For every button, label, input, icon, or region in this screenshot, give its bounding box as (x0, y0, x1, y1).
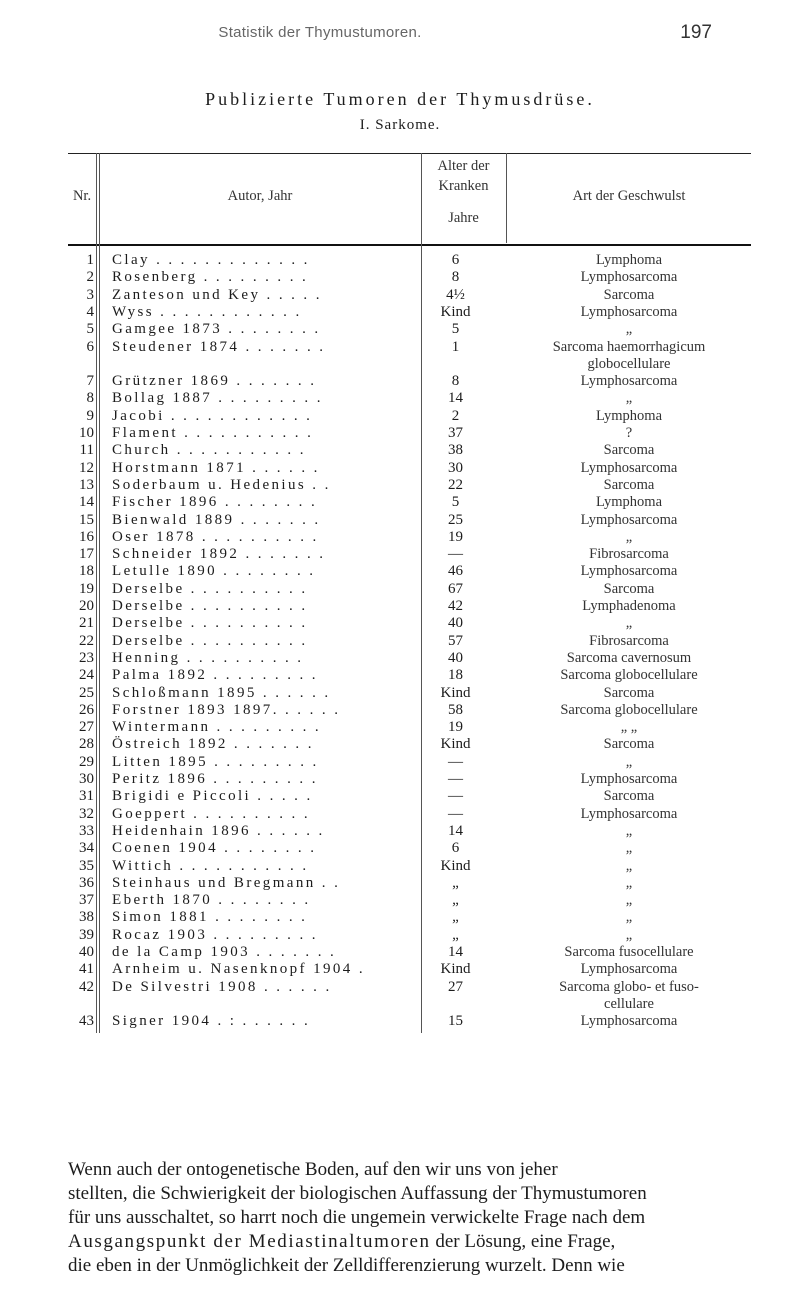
table-row (68, 874, 751, 892)
row-tumor-type: Lymphosarcoma (580, 373, 678, 390)
table-row (68, 926, 751, 944)
row-tumor-type: Sarcoma (603, 580, 655, 597)
table-row (68, 614, 751, 632)
row-age: 8 (451, 269, 460, 286)
header-age-line2: Kranken (438, 178, 489, 194)
row-tumor-type: „ (625, 857, 633, 874)
row-number: 14 (79, 494, 94, 511)
row-age: 42 (448, 598, 463, 614)
table-row (68, 978, 751, 996)
table-row (68, 580, 751, 598)
row-number: 22 (79, 632, 94, 649)
row-number: 27 (79, 719, 94, 736)
row-tumor-type: Lymphosarcoma (580, 1013, 678, 1030)
row-age: 14 (448, 944, 463, 960)
row-age: 2 (451, 407, 460, 424)
row-age: 37 (448, 425, 463, 441)
row-author: Rocaz 1903 . . . . . . . . . (112, 926, 318, 943)
row-age: — (448, 788, 463, 805)
row-number: 33 (79, 822, 94, 839)
table-row (68, 268, 751, 286)
row-tumor-type: cellulare (604, 995, 654, 1012)
row-author: Grützner 1869 . . . . . . . (112, 373, 317, 390)
row-tumor-type: „ (625, 840, 633, 857)
row-tumor-type: „ (625, 926, 633, 943)
row-number: 24 (79, 667, 94, 684)
row-number: 41 (79, 961, 94, 978)
row-author: Horstmann 1871 . . . . . . (112, 459, 320, 476)
table-row (68, 286, 751, 304)
header-nr: Nr. (72, 188, 92, 204)
row-age: 14 (448, 390, 463, 407)
row-age: 25 (448, 511, 463, 528)
row-author: Bienwald 1889 . . . . . . . (112, 511, 321, 528)
table-row (68, 355, 751, 373)
table-row (68, 666, 751, 684)
table-row (68, 1012, 751, 1030)
table-row (68, 770, 751, 788)
row-author: Steudener 1874 . . . . . . . (112, 338, 326, 355)
row-author: Coenen 1904 . . . . . . . . (112, 840, 317, 857)
row-age: 1 (451, 338, 460, 355)
row-tumor-type: Sarcoma (603, 684, 655, 701)
row-number: 29 (79, 753, 94, 770)
table-row (68, 562, 751, 580)
table-row (68, 943, 751, 961)
row-number: 42 (79, 978, 94, 995)
row-age: „ (452, 909, 459, 926)
paragraph-line: für uns ausschaltet, so harrt noch die ungemein verwickelte Frage nach dem (68, 1207, 646, 1228)
table-row (68, 545, 751, 563)
row-number: 20 (79, 598, 94, 614)
row-author: Derselbe . . . . . . . . . . (112, 615, 308, 632)
row-age: 4½ (446, 286, 465, 303)
table-row (68, 459, 751, 477)
row-age: 27 (448, 978, 463, 995)
row-author: Zanteson und Key . . . . . (112, 286, 322, 303)
row-author: De Silvestri 1908 . . . . . . (112, 978, 332, 995)
header-type: Art der Geschwulst (572, 188, 686, 204)
row-author: Litten 1895 . . . . . . . . . (112, 753, 319, 770)
table-row (68, 891, 751, 909)
row-age: 18 (448, 667, 463, 684)
header-age-line3: Jahre (448, 210, 479, 226)
table-row (68, 805, 751, 823)
table-row (68, 908, 751, 926)
row-author: Clay . . . . . . . . . . . . . (112, 252, 310, 268)
row-tumor-type: Sarcoma fusocellulare (564, 944, 694, 960)
row-tumor-type: Fibrosarcoma (589, 632, 669, 649)
row-tumor-type: Sarcoma (603, 286, 655, 303)
row-author: Church . . . . . . . . . . . (112, 442, 306, 459)
row-author: Derselbe . . . . . . . . . . (112, 580, 308, 597)
row-age: 30 (448, 459, 463, 476)
row-author: Signer 1904 . : . . . . . . (112, 1013, 311, 1030)
row-tumor-type: Lymphosarcoma (580, 961, 678, 978)
row-tumor-type: „ (625, 874, 633, 891)
row-number: 8 (86, 390, 94, 407)
row-tumor-type: Lymphosarcoma (580, 303, 678, 320)
table-row (68, 303, 751, 321)
table-row (68, 822, 751, 840)
row-number: 7 (86, 373, 94, 390)
table-row (68, 787, 751, 805)
row-tumor-type: Sarcoma (603, 476, 655, 493)
row-number: 19 (79, 580, 94, 597)
row-age: 38 (448, 442, 463, 459)
row-tumor-type: Lymphosarcoma (580, 563, 678, 580)
row-number: 25 (79, 684, 94, 701)
row-author: Wyss . . . . . . . . . . . . (112, 303, 302, 320)
row-number: 3 (86, 286, 94, 303)
row-number: 31 (79, 788, 94, 805)
row-number: 18 (79, 563, 94, 580)
row-author: Henning . . . . . . . . . . (112, 649, 304, 666)
row-number: 43 (79, 1013, 94, 1030)
row-author: Steinhaus und Bregmann . . (112, 874, 341, 891)
row-age: 19 (448, 528, 463, 545)
page-number: 197 (680, 22, 712, 43)
row-author: Eberth 1870 . . . . . . . . (112, 892, 311, 909)
paragraph-line-rest: der Lösung, eine Frage, (430, 1231, 616, 1252)
row-age: 40 (448, 615, 463, 632)
table-row (68, 476, 751, 494)
row-age: — (448, 805, 463, 822)
row-tumor-type: Sarcoma (603, 788, 655, 805)
row-author: Peritz 1896 . . . . . . . . . (112, 771, 318, 787)
row-number: 30 (79, 771, 94, 787)
row-age: „ (452, 892, 459, 909)
row-age: 14 (448, 822, 463, 839)
row-number: 11 (79, 442, 94, 459)
running-head-title: Statistik der Thymustumoren. (218, 24, 422, 41)
row-age: 46 (448, 563, 463, 580)
paragraph-line: Wenn auch der ontogenetische Boden, auf den wir uns von jeher (68, 1159, 558, 1180)
table-row (68, 718, 751, 736)
row-author: Soderbaum u. Hedenius . . (112, 476, 331, 493)
row-number: 6 (86, 338, 94, 355)
row-tumor-type: Sarcoma globocellulare (560, 667, 698, 684)
row-tumor-type: Fibrosarcoma (589, 546, 669, 563)
row-age: Kind (440, 736, 471, 753)
row-age: Kind (440, 303, 471, 320)
row-number: 15 (79, 511, 94, 528)
table-header-rule (68, 244, 751, 246)
row-author: Gamgee 1873 . . . . . . . . (112, 321, 321, 338)
table-row (68, 441, 751, 459)
table-row (68, 995, 751, 1013)
table-row (68, 511, 751, 529)
row-tumor-type: Sarcoma cavernosum (566, 649, 692, 666)
row-author: Derselbe . . . . . . . . . . (112, 598, 308, 614)
table-heading: Publizierte Tumoren der Thymusdrüse. (205, 89, 595, 109)
table-row (68, 632, 751, 650)
row-age: 5 (451, 494, 460, 511)
row-author: Letulle 1890 . . . . . . . . (112, 563, 316, 580)
body-paragraph (68, 1158, 751, 1278)
row-age: 58 (448, 701, 463, 718)
row-number: 38 (79, 909, 94, 926)
table-row (68, 857, 751, 875)
row-tumor-type: Sarcoma haemorrhagicum (552, 338, 706, 355)
row-number: 37 (79, 892, 94, 909)
row-tumor-type: „ (625, 909, 633, 926)
row-author: Forstner 1893 1897. . . . . . (112, 701, 341, 718)
row-number: 23 (79, 649, 94, 666)
table-row (68, 839, 751, 857)
row-number: 28 (79, 736, 94, 753)
table-row (68, 960, 751, 978)
row-age: — (448, 753, 463, 770)
row-author: Palma 1892 . . . . . . . . . (112, 667, 318, 684)
row-number: 32 (79, 805, 94, 822)
row-author: Arnheim u. Nasenknopf 1904 . (112, 961, 366, 978)
row-age: 6 (451, 840, 460, 857)
row-number: 4 (86, 303, 94, 320)
row-tumor-type: „ (625, 892, 633, 909)
row-age: Kind (440, 857, 471, 874)
row-tumor-type: Lymphadenoma (582, 598, 676, 614)
row-author: Brigidi e Piccoli . . . . . (112, 788, 313, 805)
table-row (68, 493, 751, 511)
row-age: 40 (448, 649, 463, 666)
row-number: 36 (79, 874, 94, 891)
row-author: Wintermann . . . . . . . . . (112, 719, 322, 736)
row-author: Simon 1881 . . . . . . . . (112, 909, 308, 926)
row-age: — (448, 771, 463, 787)
table-row (68, 684, 751, 702)
table-row (68, 251, 751, 269)
row-age: 67 (448, 580, 463, 597)
spaced-emphasis: Ausgangspunkt der Mediastinaltumoren (68, 1231, 431, 1252)
row-age: „ (452, 874, 459, 891)
row-author: Goeppert . . . . . . . . . . (112, 805, 311, 822)
row-age: 19 (448, 719, 463, 736)
row-number: 10 (79, 425, 94, 441)
row-author: Östreich 1892 . . . . . . . (112, 736, 314, 753)
row-number: 26 (79, 701, 94, 718)
row-age: 8 (451, 373, 460, 390)
row-age: 6 (451, 252, 460, 268)
row-number: 21 (79, 615, 94, 632)
row-tumor-type: Lymphosarcoma (580, 269, 678, 286)
row-author: Fischer 1896 . . . . . . . . (112, 494, 318, 511)
table-row (68, 649, 751, 667)
table-row (68, 701, 751, 719)
row-tumor-type: ? (625, 425, 633, 441)
running-head (0, 24, 800, 50)
row-number: 2 (86, 269, 94, 286)
row-author: Flament . . . . . . . . . . . (112, 425, 314, 441)
header-author: Autor, Jahr (227, 188, 293, 204)
row-age: 57 (448, 632, 463, 649)
table-row (68, 372, 751, 390)
row-number: 35 (79, 857, 94, 874)
row-number: 40 (79, 944, 94, 960)
row-tumor-type: „ „ (620, 719, 638, 736)
row-tumor-type: Lymphoma (595, 252, 663, 268)
row-number: 34 (79, 840, 94, 857)
row-tumor-type: Lymphosarcoma (580, 511, 678, 528)
row-author: Wittich . . . . . . . . . . . (112, 857, 309, 874)
row-number: 13 (79, 476, 94, 493)
row-tumor-type: Lymphosarcoma (580, 805, 678, 822)
row-author: Bollag 1887 . . . . . . . . . (112, 390, 323, 407)
row-age: 5 (451, 321, 460, 338)
row-author: Oser 1878 . . . . . . . . . . (112, 528, 319, 545)
table-row (68, 320, 751, 338)
table-row (68, 753, 751, 771)
row-tumor-type: Sarcoma globocellulare (560, 701, 698, 718)
table-row (68, 389, 751, 407)
paragraph-line: stellten, die Schwierigkeit der biologischen Auffassung der Thymustumoren (68, 1183, 647, 1204)
row-tumor-type: Lymphoma (595, 407, 663, 424)
table-subheading: I. Sarkome. (359, 117, 441, 133)
row-number: 12 (79, 459, 94, 476)
row-tumor-type: Lymphosarcoma (580, 459, 678, 476)
row-author: Jacobi . . . . . . . . . . . . (112, 407, 313, 424)
row-age: „ (452, 926, 459, 943)
row-tumor-type: „ (625, 528, 633, 545)
row-tumor-type: „ (625, 615, 633, 632)
row-tumor-type: „ (625, 321, 633, 338)
row-number: 16 (79, 528, 94, 545)
row-number: 17 (79, 546, 94, 563)
row-tumor-type: „ (625, 753, 633, 770)
paragraph-line (68, 1230, 751, 1254)
row-tumor-type: Lymphosarcoma (580, 771, 678, 787)
row-number: 5 (86, 321, 94, 338)
row-tumor-type: Sarcoma (603, 442, 655, 459)
row-tumor-type: „ (625, 390, 633, 407)
row-number: 39 (79, 926, 94, 943)
table-top-rule (68, 153, 751, 154)
table-row (68, 407, 751, 425)
row-age: Kind (440, 961, 471, 978)
row-author: Heidenhain 1896 . . . . . . (112, 822, 325, 839)
row-tumor-type: Sarcoma globo- et fuso- (559, 978, 699, 995)
row-author: Rosenberg . . . . . . . . . (112, 269, 309, 286)
row-number: 9 (86, 407, 94, 424)
row-age: — (448, 546, 463, 563)
row-author: Schneider 1892 . . . . . . . (112, 546, 326, 563)
table-row (68, 424, 751, 442)
header-age-line1: Alter der (437, 158, 490, 174)
row-tumor-type: Sarcoma (603, 736, 655, 753)
row-age: Kind (440, 684, 471, 701)
paragraph-line: die eben in der Unmöglichkeit der Zelldifferenzierung wurzelt. Denn wie (68, 1255, 625, 1276)
row-number: 1 (86, 252, 94, 268)
row-author: Derselbe . . . . . . . . . . (112, 632, 308, 649)
row-age: 15 (448, 1013, 463, 1030)
table-row (68, 338, 751, 356)
row-author: de la Camp 1903 . . . . . . . (112, 944, 337, 960)
table-row (68, 528, 751, 546)
row-tumor-type: globocellulare (587, 355, 671, 372)
table-row (68, 735, 751, 753)
row-age: 22 (448, 476, 463, 493)
table-row (68, 597, 751, 615)
row-tumor-type: „ (625, 822, 633, 839)
row-author: Schloßmann 1895 . . . . . . (112, 684, 331, 701)
row-tumor-type: Lymphoma (595, 494, 663, 511)
